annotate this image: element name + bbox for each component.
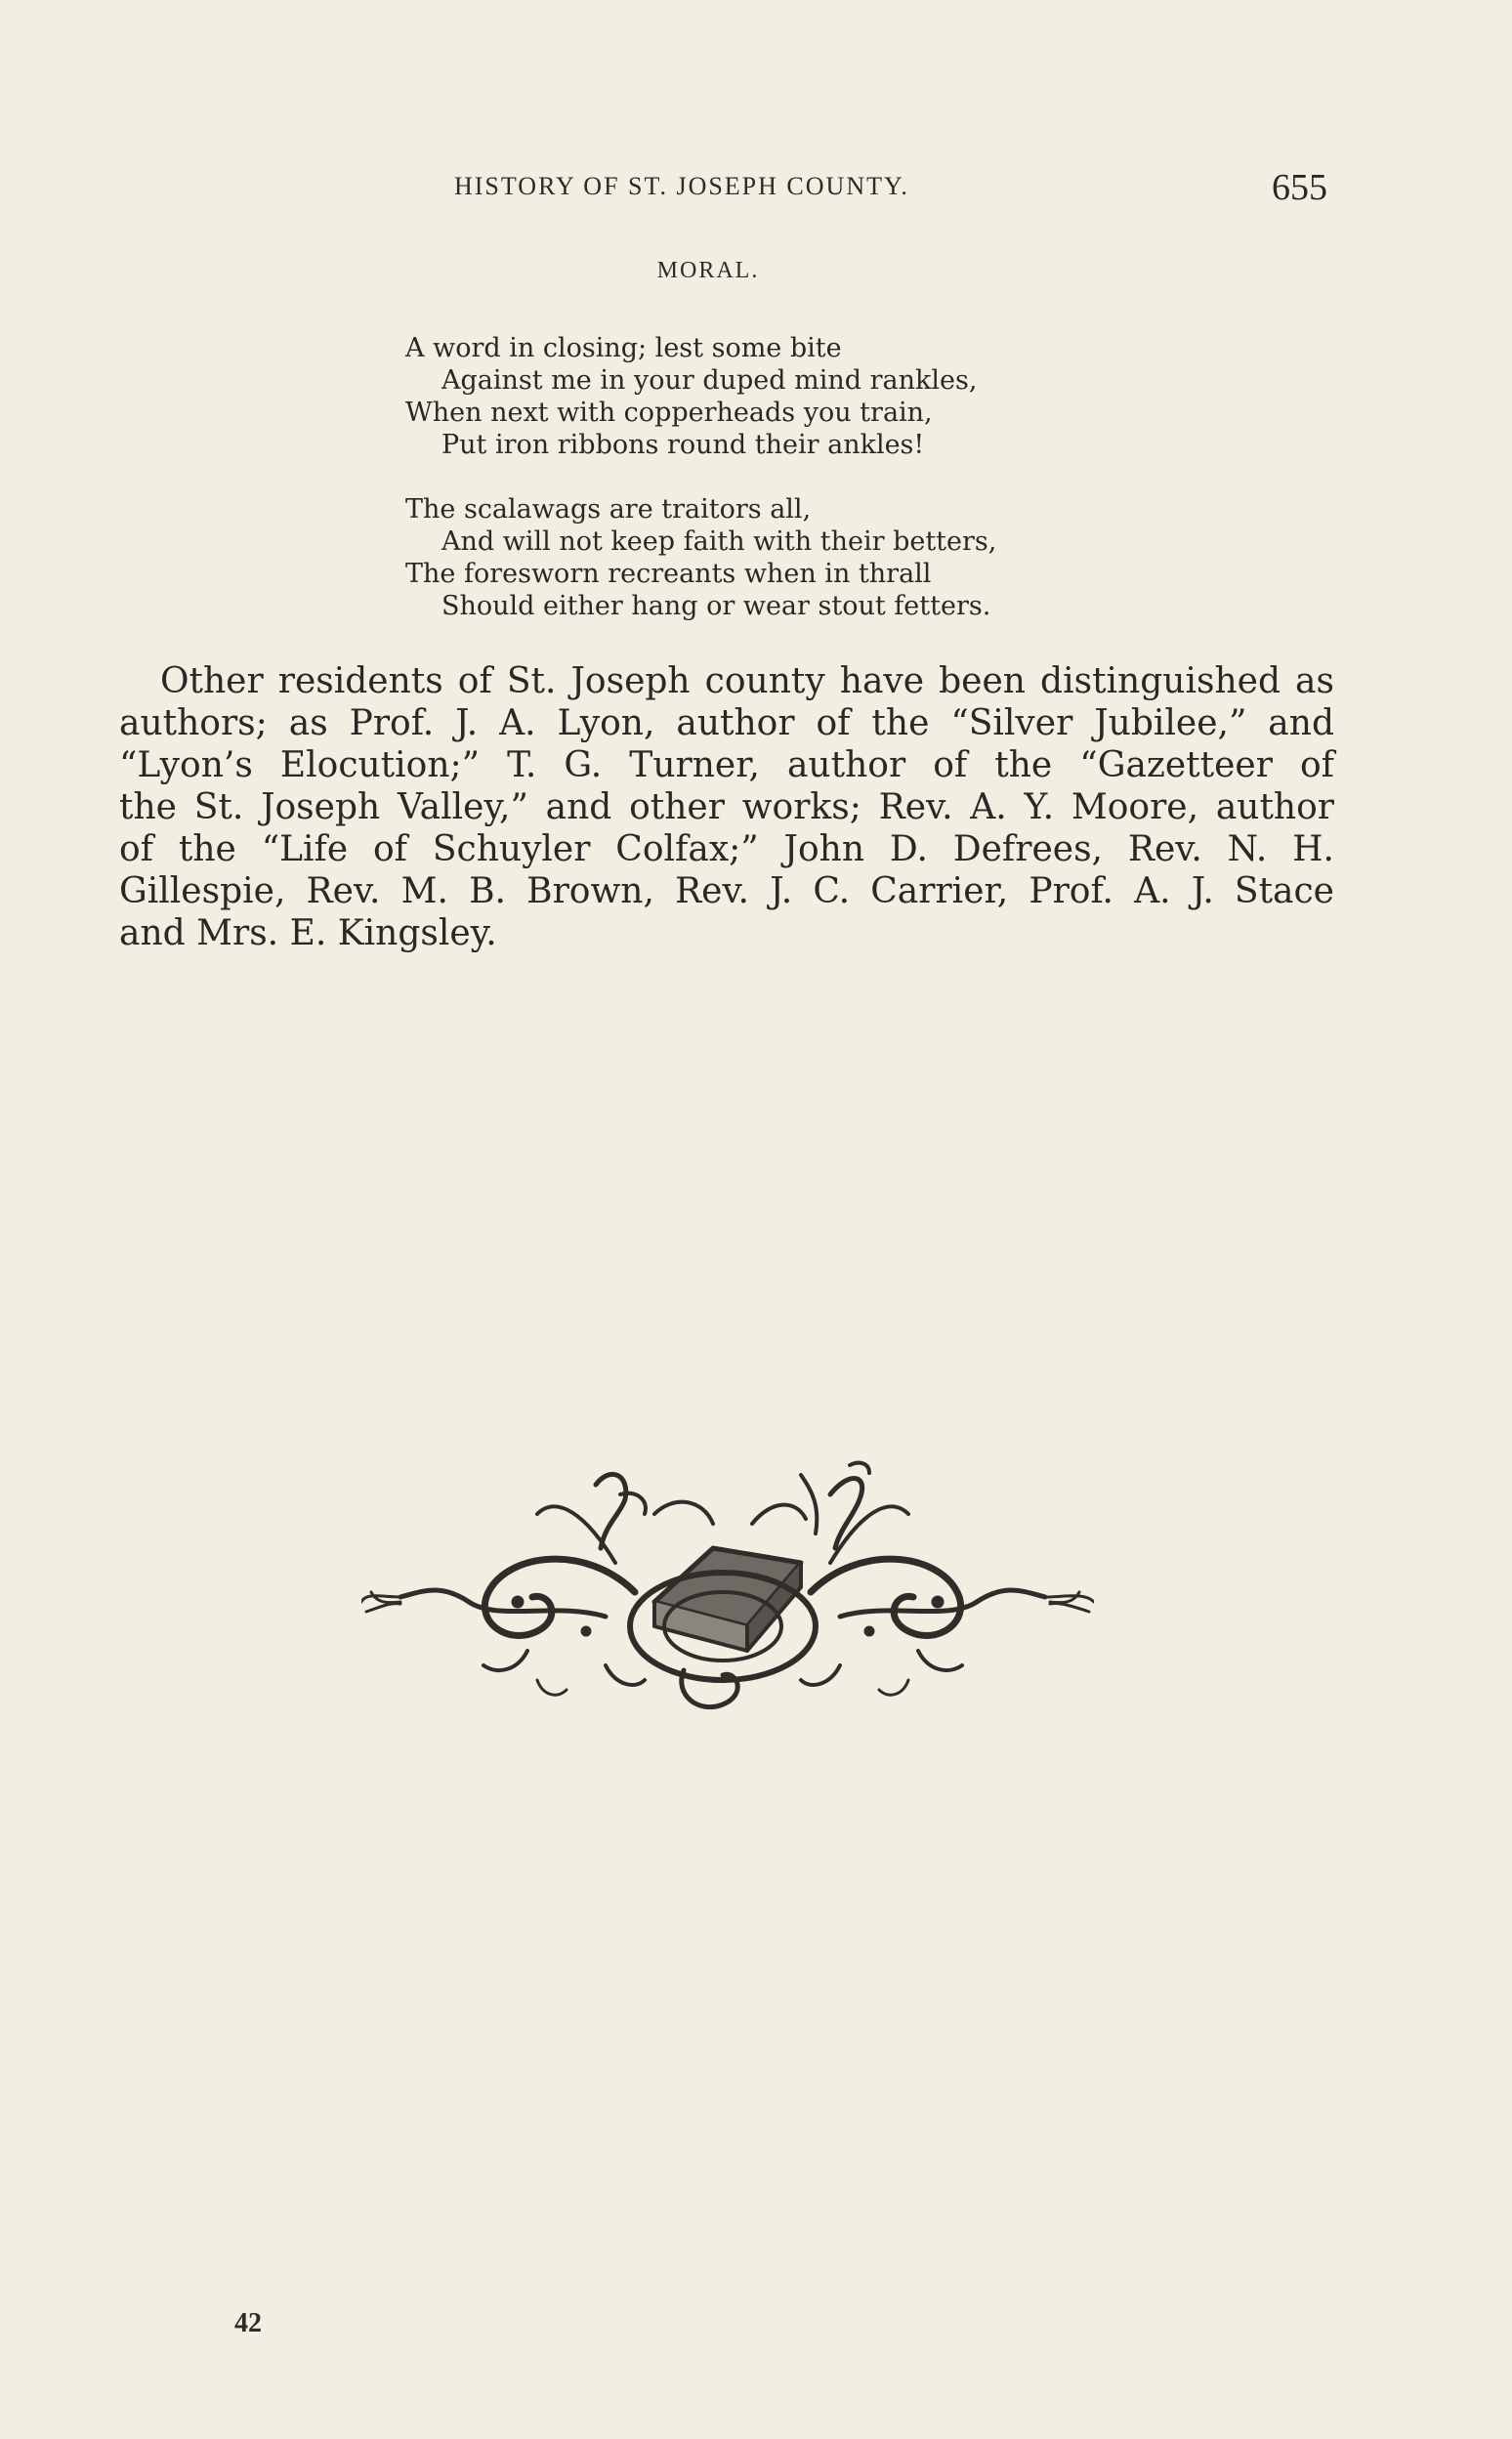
paragraph-line: the St. Joseph Valley,” and other works; Rev. A. Y. Moore, author	[119, 787, 1334, 827]
running-head: HISTORY OF ST. JOSEPH COUNTY.	[454, 172, 909, 200]
poem-line: Should either hang or wear stout fetters.	[441, 591, 991, 621]
section-title: MORAL.	[656, 258, 760, 283]
paragraph-line: authors; as Prof. J. A. Lyon, author of the “Silver Jubilee,” and	[119, 703, 1334, 743]
paragraph-line: Other residents of St. Joseph county have been distinguished as	[160, 661, 1334, 701]
poem-line: Against me in your duped mind rankles,	[441, 365, 978, 396]
paragraph-line: Gillespie, Rev. M. B. Brown, Rev. J. C. Carrier, Prof. A. J. Stace	[119, 871, 1334, 911]
page-number: 655	[1272, 167, 1327, 208]
poem-line: When next with copperheads you train,	[405, 398, 933, 428]
signature-mark: 42	[234, 2308, 262, 2338]
poem-line: Put iron ribbons round their ankles!	[441, 430, 925, 460]
poem-line: The foresworn recreants when in thrall	[405, 559, 932, 589]
paragraph-line: of the “Life of Schuyler Colfax;” John D. Defrees, Rev. N. H.	[119, 829, 1334, 869]
poem-stanza-2	[405, 493, 996, 622]
page-header	[0, 166, 1512, 215]
poem-stanza-1	[405, 332, 977, 461]
poem-line: And will not keep faith with their betters,	[441, 526, 997, 557]
body-paragraph	[119, 660, 1334, 954]
paragraph-line: and Mrs. E. Kingsley.	[119, 913, 497, 953]
poem-line: A word in closing; lest some bite	[405, 333, 842, 363]
floral-scroll-tailpiece-icon	[361, 1455, 1094, 1719]
paragraph-line: “Lyon’s Elocution;” T. G. Turner, author of the “Gazetteer of	[119, 745, 1334, 785]
poem-line: The scalawags are traitors all,	[405, 494, 812, 525]
